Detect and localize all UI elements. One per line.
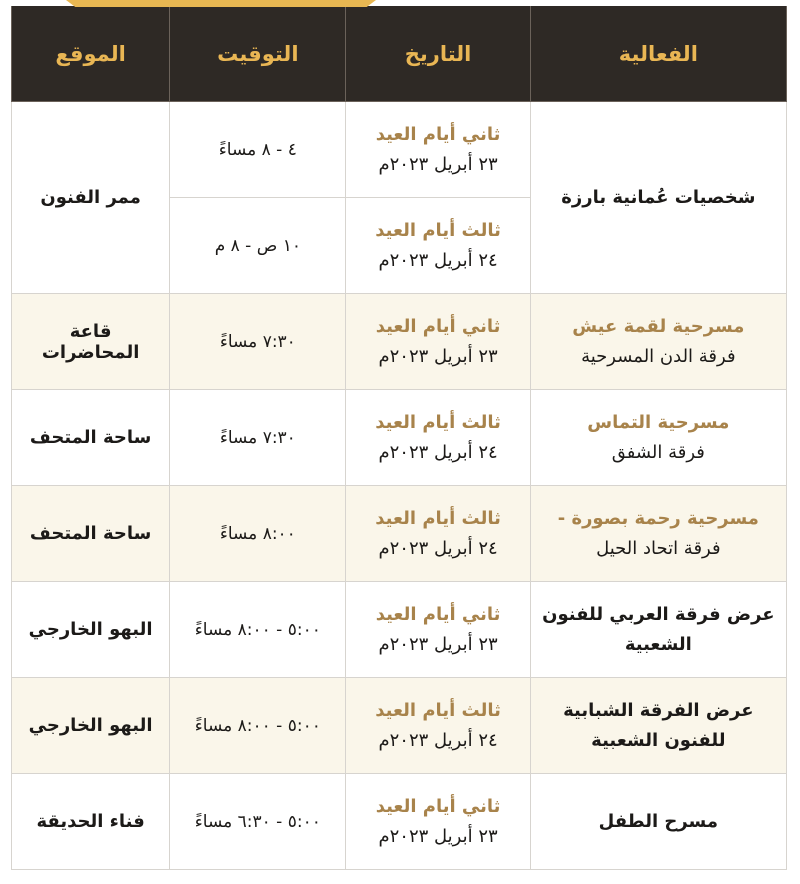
event-cell <box>530 294 786 390</box>
column-header-date: التاريخ <box>346 6 530 102</box>
event-cell <box>530 486 786 582</box>
time-cell: ٥:٠٠ - ٦:٣٠ مساءً <box>170 774 346 870</box>
column-header-event: الفعالية <box>530 6 786 102</box>
event-title: مسرح الطفل <box>598 810 719 832</box>
date-value: ٢٣ أبريل ٢٠٢٣م <box>378 345 498 367</box>
date-label: ثاني أيام العيد <box>375 315 501 337</box>
location-cell: ساحة المتحف <box>12 486 170 582</box>
event-cell <box>530 390 786 486</box>
event-subtitle: فرقة الدن المسرحية <box>581 345 736 367</box>
time-cell: ٨:٠٠ مساءً <box>170 486 346 582</box>
date-cell <box>346 294 530 390</box>
date-value: ٢٣ أبريل ٢٠٢٣م <box>378 153 498 175</box>
event-title: عرض فرقة العربي للفنون <box>542 603 775 625</box>
time-cell: ٧:٣٠ مساءً <box>170 390 346 486</box>
event-cell <box>530 582 786 678</box>
time-cell: ٥:٠٠ - ٨:٠٠ مساءً <box>170 582 346 678</box>
date-label: ثالث أيام العيد <box>375 411 501 433</box>
date-label: ثاني أيام العيد <box>375 603 501 625</box>
date-value: ٢٤ أبريل ٢٠٢٣م <box>378 729 498 751</box>
table-row <box>12 486 787 582</box>
table-row <box>12 582 787 678</box>
event-subtitle: للفنون الشعبية <box>591 729 726 751</box>
location-cell: ممر الفنون <box>12 102 170 294</box>
time-cell: ١٠ ص - ٨ م <box>170 198 346 294</box>
date-cell <box>346 678 530 774</box>
date-cell <box>346 582 530 678</box>
event-title: مسرحية لقمة عيش <box>572 315 745 337</box>
column-header-location: الموقع <box>12 6 170 102</box>
date-cell <box>346 486 530 582</box>
events-schedule-table <box>11 6 787 870</box>
event-subtitle: فرقة اتحاد الحيل <box>596 537 721 559</box>
event-cell <box>530 678 786 774</box>
table-row <box>12 678 787 774</box>
location-cell: فناء الحديقة <box>12 774 170 870</box>
table-row <box>12 294 787 390</box>
date-label: ثالث أيام العيد <box>375 507 501 529</box>
location-cell: البهو الخارجي <box>12 678 170 774</box>
location-cell: قاعة المحاضرات <box>12 294 170 390</box>
date-cell <box>346 774 530 870</box>
date-value: ٢٣ أبريل ٢٠٢٣م <box>378 825 498 847</box>
date-cell <box>346 198 530 294</box>
header-gold-tab <box>66 0 376 7</box>
location-cell: البهو الخارجي <box>12 582 170 678</box>
time-cell: ٤ - ٨ مساءً <box>170 102 346 198</box>
event-cell <box>530 774 786 870</box>
date-cell <box>346 390 530 486</box>
table-row <box>12 390 787 486</box>
location-cell: ساحة المتحف <box>12 390 170 486</box>
table-header-row <box>12 6 787 102</box>
time-cell: ٧:٣٠ مساءً <box>170 294 346 390</box>
column-header-time: التوقيت <box>170 6 346 102</box>
date-cell <box>346 102 530 198</box>
event-title: شخصيات عُمانية بارزة <box>561 186 756 208</box>
event-title: مسرحية التماس <box>587 411 730 433</box>
event-subtitle: فرقة الشفق <box>611 441 705 463</box>
event-subtitle: الشعبية <box>624 633 692 655</box>
event-title: عرض الفرقة الشبابية <box>563 699 754 721</box>
date-label: ثاني أيام العيد <box>375 123 501 145</box>
date-value: ٢٤ أبريل ٢٠٢٣م <box>378 249 498 271</box>
table-row <box>12 102 787 198</box>
date-label: ثالث أيام العيد <box>375 699 501 721</box>
date-label: ثاني أيام العيد <box>375 795 501 817</box>
table-row <box>12 774 787 870</box>
date-label: ثالث أيام العيد <box>375 219 501 241</box>
date-value: ٢٤ أبريل ٢٠٢٣م <box>378 441 498 463</box>
time-cell: ٥:٠٠ - ٨:٠٠ مساءً <box>170 678 346 774</box>
event-title: مسرحية رحمة بصورة - <box>557 507 759 529</box>
event-cell <box>530 102 786 294</box>
date-value: ٢٣ أبريل ٢٠٢٣م <box>378 633 498 655</box>
date-value: ٢٤ أبريل ٢٠٢٣م <box>378 537 498 559</box>
